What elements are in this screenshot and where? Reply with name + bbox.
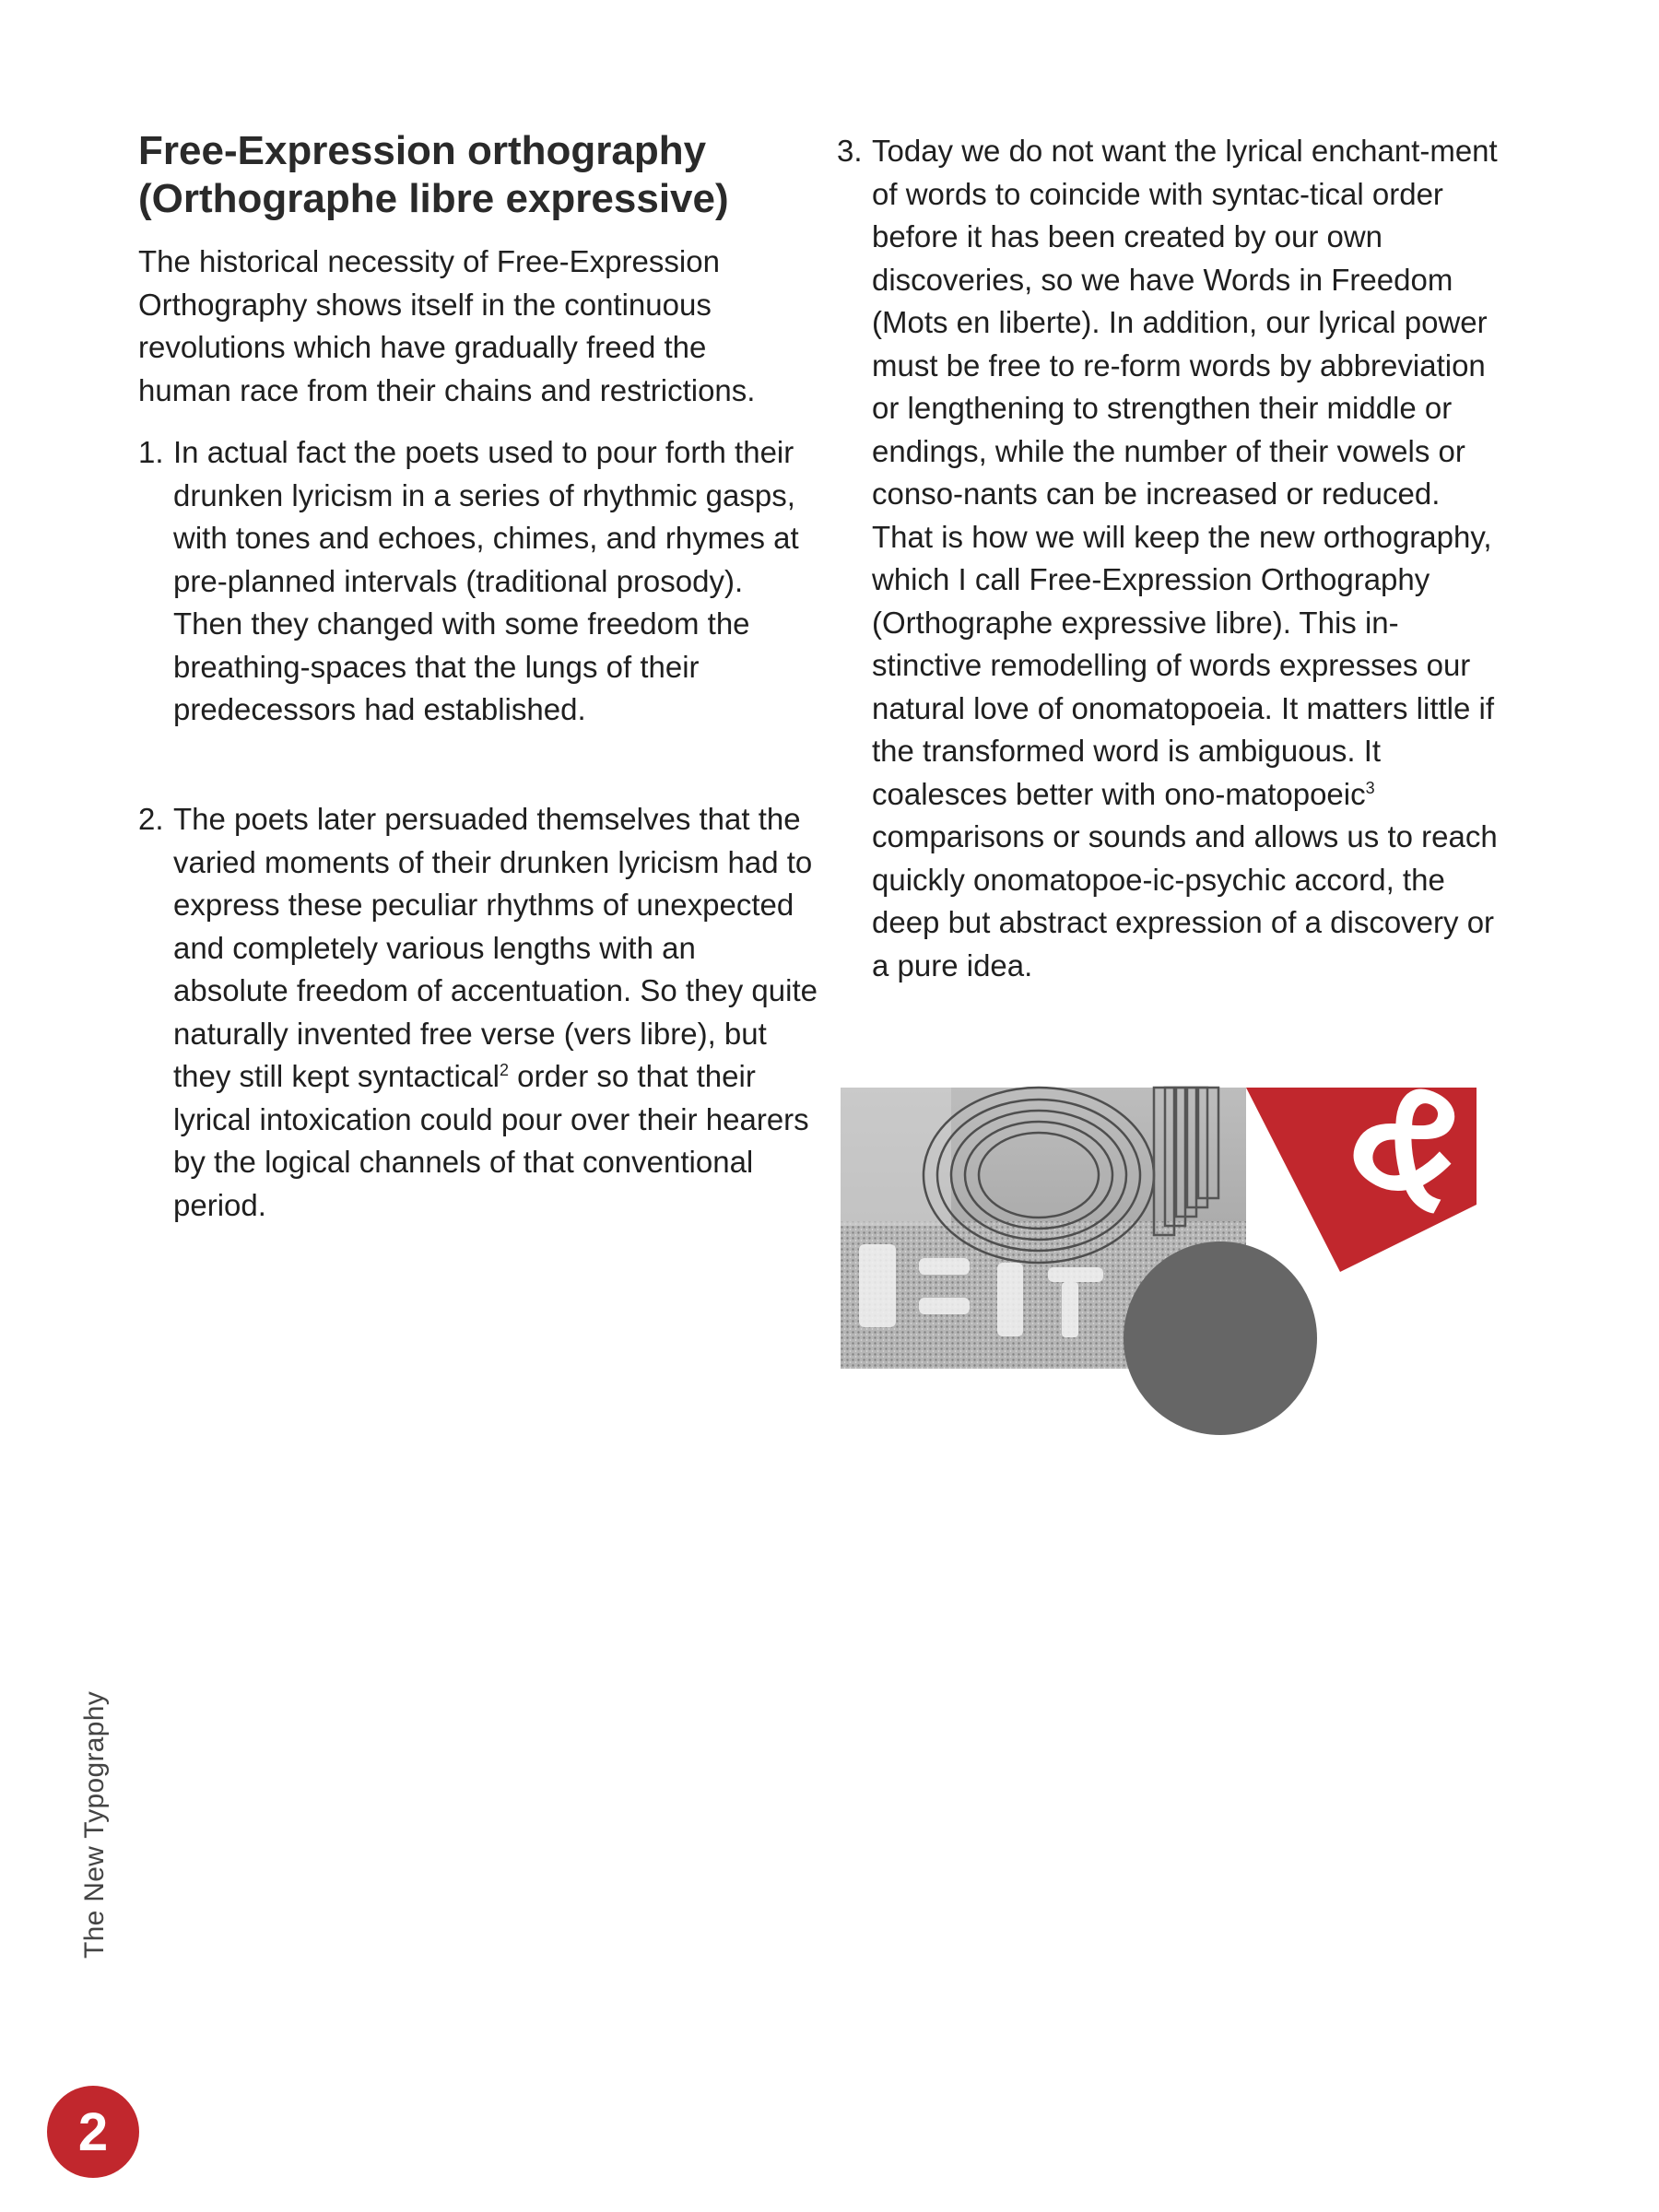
item-text: The poets later persuaded themselves that the varied moments of their drunken lyricism had to express these peculiar rhythms of unexpected and completely various lengths with an absolute freedom of accentuation. So they quite naturally invented free verse (vers libre), but they still kept syntactical bbox=[173, 802, 818, 1093]
list-item-2 bbox=[138, 798, 818, 1227]
collage-graphic bbox=[841, 1038, 1504, 1438]
page-number-badge bbox=[47, 2086, 139, 2178]
list-item-1 bbox=[138, 431, 818, 732]
item-text: In actual fact the poets used to pour forth their drunken lyricism in a series of rhythmic gasps, with tones and echoes, chimes, and rhymes at pre-planned intervals (traditional prosody). Then they changed with some freedom the breathing-spaces that the lungs of their predecessors had established. bbox=[173, 435, 799, 726]
item-text: Today we do not want the lyrical enchant-ment of words to coincide with syntac-tical order before it has been created by our own discoveries, so we have Words in Freedom (Mots en liberte). In addition, our lyrical power must be free to re-form words by abbreviation or lengthening to strengthen their middle or endings, while the number of their vowels or conso-nants can be increased or reduced. That is how we will keep the new orthography, which I call Free-Expression Orthography (Orthographe expressive libre). This in-stinctive remodelling of words expresses our natural love of onomatopoeia. It matters little if the transformed word is ambiguous. It coalesces better with ono-matopoeic bbox=[872, 134, 1498, 811]
article-heading bbox=[138, 127, 783, 223]
footnote-marker[interactable]: 2 bbox=[499, 1061, 509, 1079]
typography-collage-image bbox=[841, 1038, 1504, 1438]
item-number: 2. bbox=[138, 802, 164, 836]
list-item-3 bbox=[837, 130, 1508, 987]
heading-line-1: Free-Expression orthography bbox=[138, 128, 707, 173]
item-number: 1. bbox=[138, 435, 164, 469]
item-text-continued: order so that their lyrical intoxication could pour over their hearers by the logical channels of that conventional period. bbox=[173, 1059, 809, 1222]
ampersand-glyph: & bbox=[1321, 1038, 1504, 1247]
item-text-continued: comparisons or sounds and allows us to reach quickly onomatopoe-ic-psychic accord, the deep but abstract expression of a discovery or a pure idea. bbox=[872, 819, 1498, 982]
red-ampersand-card bbox=[1246, 1039, 1504, 1272]
heading-line-2: (Orthographe libre expressive) bbox=[138, 176, 729, 221]
gray-circle bbox=[1124, 1241, 1317, 1435]
item-number: 3. bbox=[837, 134, 863, 168]
intro-paragraph: The historical necessity of Free-Expression Orthography shows itself in the continuous revolutions which have gradually freed the human race from their chains and restrictions. bbox=[138, 244, 756, 407]
running-title: The New Typography bbox=[79, 1690, 110, 1959]
footnote-marker[interactable]: 3 bbox=[1365, 778, 1375, 797]
page-number: 2 bbox=[77, 2101, 109, 2162]
